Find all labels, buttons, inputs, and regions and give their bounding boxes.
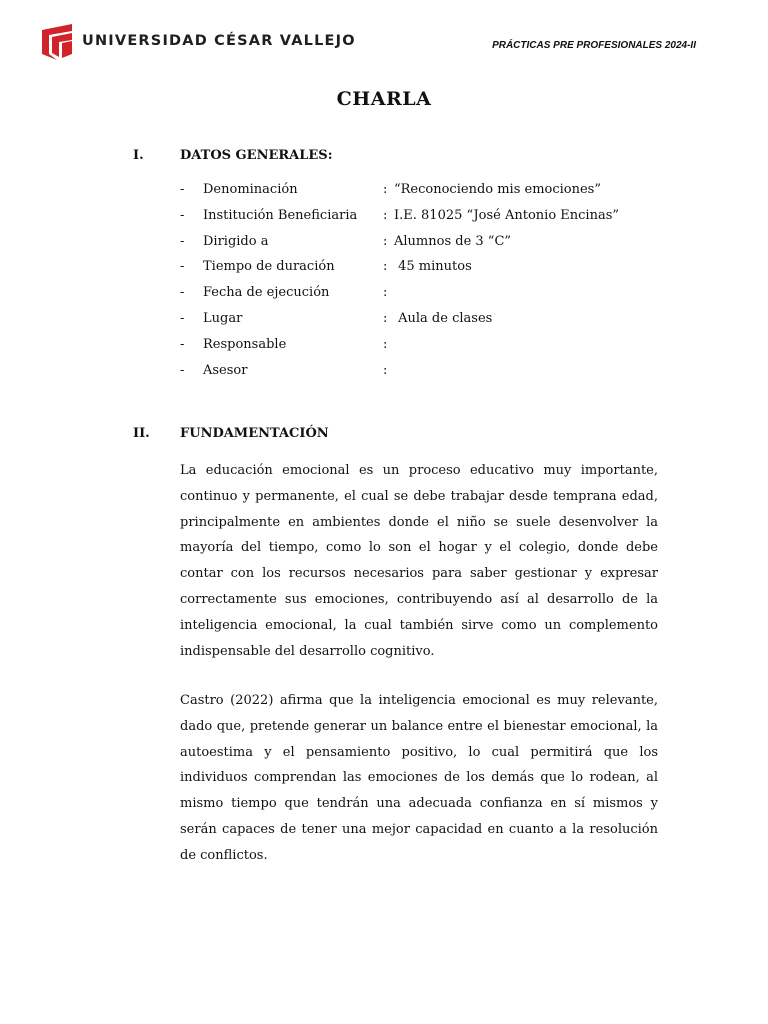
list-dash: - [180,285,185,301]
practicas-label: PRÁCTICAS PRE PROFESIONALES 2024-II [492,40,696,51]
field-colon: : [383,336,388,352]
page-header [0,0,768,70]
university-logo-icon [40,24,74,60]
field-colon: : [383,310,388,326]
paragraph-1: La educación emocional es un proceso educativo muy importante, continuo y permanente, el cual se debe trabajar desde temprana edad, principalmente en ambientes donde el niño se suele desenvolver la mayoría del tiempo, como lo son el hogar y el colegio, donde debe contar con los recursos necesarios para saber gestionar y expresar correctamente sus emociones, contribuyendo así al desarrollo de la inteligencia emocional, la cual también sirve como un complemento indispensable del desarrollo cognitivo. [180,463,658,659]
field-row-lugar [180,311,619,337]
paragraph-2: Castro (2022) afirma que la inteligencia emocional es muy relevante, dado que, pretende generar un balance entre el bienestar emocional, la autoestima y el pensamiento positivo, lo cual permitirá que los individuos comprendan las emociones de los demás que lo rodean, al mismo tiempo que tendrán una adecuada confianza en sí mismos y serán capaces de tener una mejor capacidad en cuanto a la resolución de conflictos. [180,693,658,863]
list-dash: - [180,182,185,197]
document-title: CHARLA [336,88,432,110]
field-row-fecha [180,285,619,311]
list-dash: - [180,362,185,378]
field-label: Denominación [203,182,298,197]
field-row-asesor [180,363,619,389]
section-title: DATOS GENERALES: [180,148,333,163]
field-label: Tiempo de duración [203,259,335,275]
field-label: Asesor [203,362,248,378]
field-label: Responsable [203,336,287,352]
field-colon: : [383,259,388,275]
field-colon: : [383,362,388,378]
field-value: I.E. 81025 “José Antonio Encinas” [394,207,620,223]
field-row-institucion [180,208,619,234]
list-dash: - [180,336,185,352]
field-value: 45 minutos [394,259,472,275]
field-value: Aula de clases [394,310,493,326]
section-number: II. [133,426,150,441]
datos-generales-list [180,182,619,388]
field-value: “Reconociendo mis emociones” [394,182,602,197]
field-value: Alumnos de 3 “C” [394,233,512,249]
field-row-tiempo [180,259,619,285]
field-colon: : [383,285,388,301]
list-dash: - [180,259,185,275]
list-dash: - [180,207,185,223]
university-name: UNIVERSIDAD CÉSAR VALLEJO [82,33,356,49]
field-colon: : [383,207,388,223]
field-colon: : [383,182,388,197]
field-row-responsable [180,337,619,363]
field-row-dirigido [180,234,619,260]
section-number: I. [133,148,144,163]
field-label: Lugar [203,310,243,326]
field-row-denominacion [180,182,619,208]
section-title: FUNDAMENTACIÓN [180,426,329,441]
section-fundamentacion-heading [133,426,329,441]
field-label: Fecha de ejecución [203,285,330,301]
section-datos-generales-heading [133,148,333,163]
list-dash: - [180,233,185,249]
field-label: Dirigido a [203,233,269,249]
list-dash: - [180,310,185,326]
field-colon: : [383,233,388,249]
field-label: Institución Beneficiaria [203,207,358,223]
